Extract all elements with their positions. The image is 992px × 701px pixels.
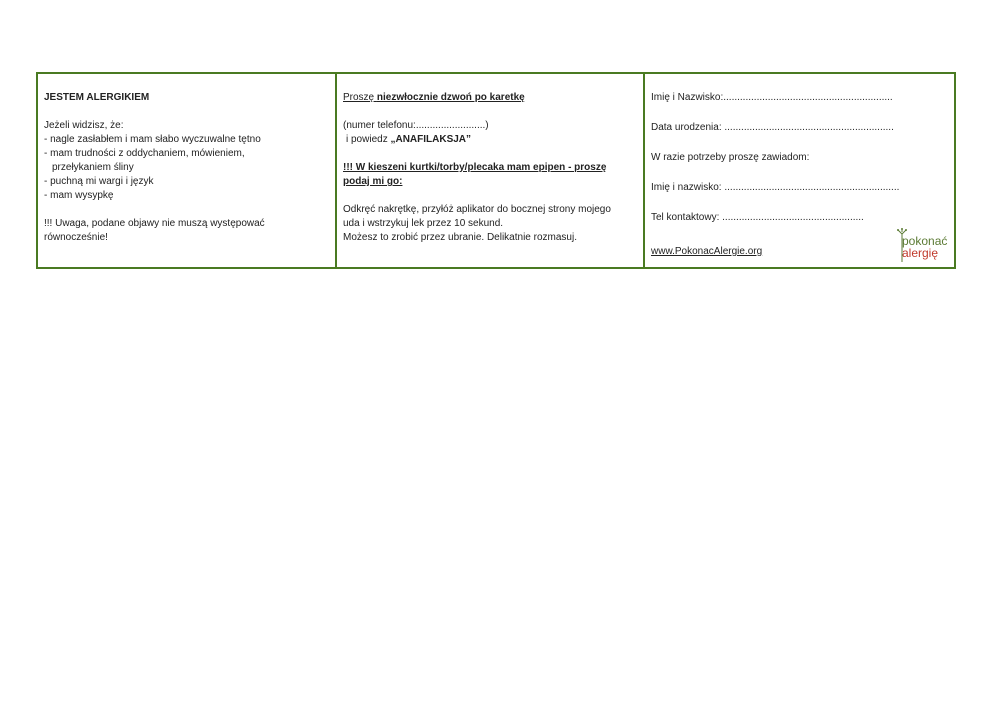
symptom-item: - puchną mi wargi i język xyxy=(44,176,154,187)
instruction-line: Odkręć nakrętkę, przyłóż aplikator do bocznej strony mojego xyxy=(343,204,611,215)
phone-number-line: (numer telefonu:.........................) xyxy=(343,120,489,131)
allergy-info-column xyxy=(38,74,337,267)
card-title: JESTEM ALERGIKIEM xyxy=(44,92,150,103)
contact-name-field: Imię i nazwisko: ............................................................... xyxy=(651,182,900,193)
intro-text: Jeżeli widzisz, że: xyxy=(44,120,124,131)
symptom-item: przełykaniem śliny xyxy=(52,162,134,173)
dob-field: Data urodzenia: ............................................................. xyxy=(651,122,894,133)
call-ambulance-line: Proszę niezwłocznie dzwoń po karetkę xyxy=(343,92,525,103)
symptom-item: - mam trudności z oddychaniem, mówieniem, xyxy=(44,148,245,159)
allergy-card xyxy=(36,72,956,269)
epipen-line: !!! W kieszeni kurtki/torby/plecaka mam epipen - proszę xyxy=(343,162,607,173)
name-field: Imię i Nazwisko:............................................................. xyxy=(651,92,893,103)
instruction-line: Możesz to zrobić przez ubranie. Delikatnie rozmasuj. xyxy=(343,232,577,243)
say-line: i powiedz „ANAFILAKSJA” xyxy=(346,134,472,145)
symptom-item: - nagle zasłabłem i mam słabo wyczuwalne tętno xyxy=(44,134,261,145)
warning-text: !!! Uwaga, podane objawy nie muszą występować xyxy=(44,218,265,229)
brand-logo xyxy=(896,228,948,262)
warning-text: równocześnie! xyxy=(44,232,108,243)
contact-phone-field: Tel kontaktowy: ................................................... xyxy=(651,212,864,223)
instructions-column xyxy=(337,74,645,267)
website-link[interactable]: www.PokonacAlergie.org xyxy=(651,246,763,257)
symptom-item: - mam wysypkę xyxy=(44,190,114,201)
logo-text-bottom: alergię xyxy=(902,246,939,260)
instruction-line: uda i wstrzykuj lek przez 10 sekund. xyxy=(343,218,504,229)
logo-text-top: pokonać xyxy=(902,234,948,248)
epipen-line: podaj mi go: xyxy=(343,176,403,187)
notify-label: W razie potrzeby proszę zawiadom: xyxy=(651,152,810,163)
personal-data-column xyxy=(645,74,954,267)
